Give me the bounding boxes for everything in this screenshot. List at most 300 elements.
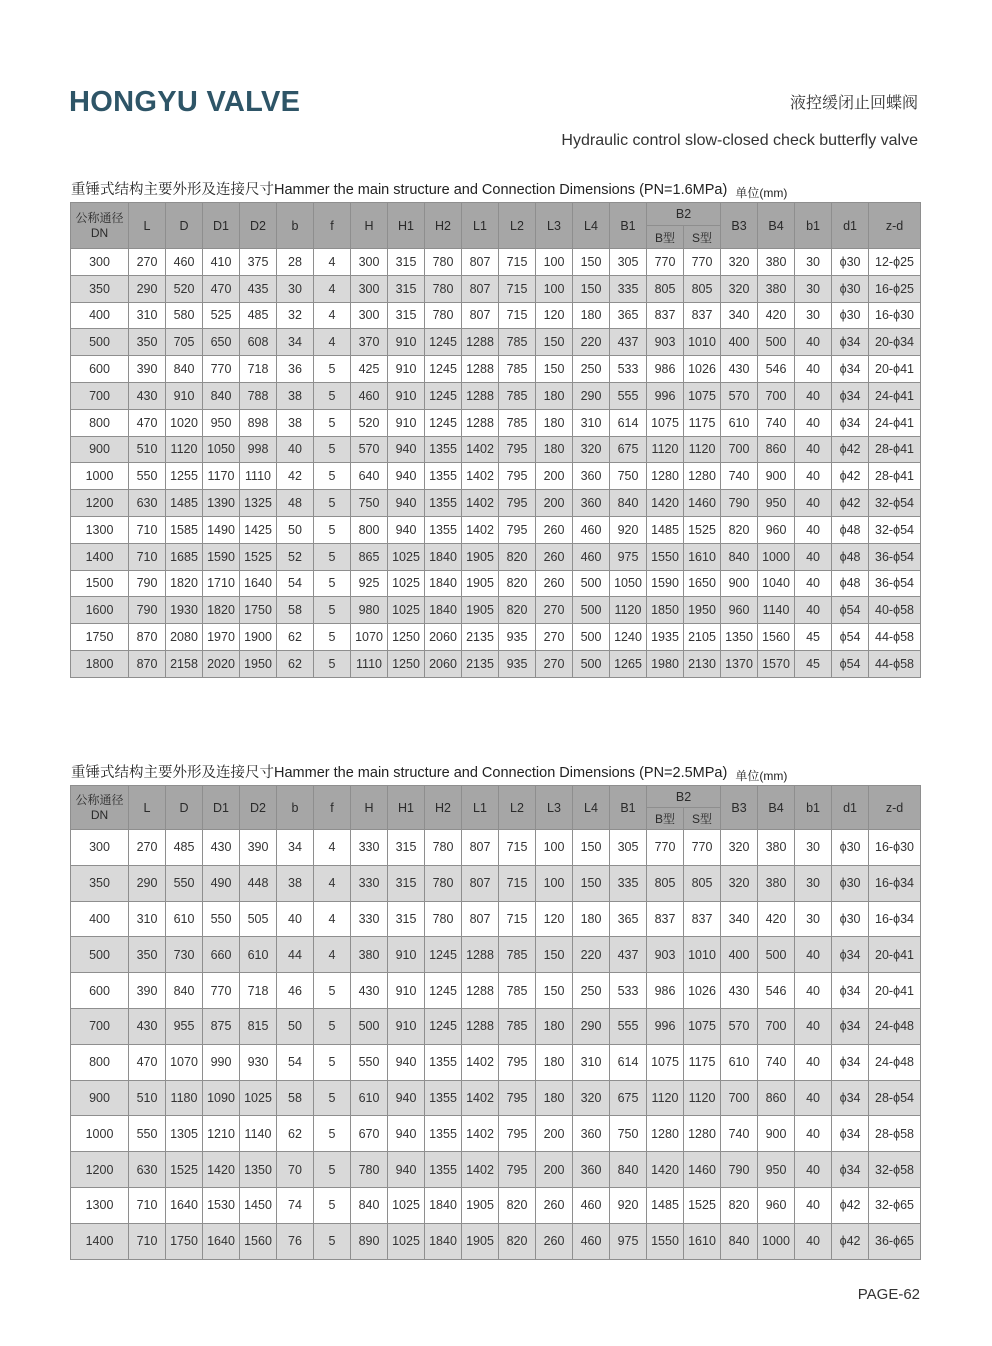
cell-dn: 900 [71, 436, 129, 463]
header-B2: B2 [647, 203, 721, 226]
cell-dn: 1000 [71, 1116, 129, 1152]
table-cell: 550 [129, 463, 166, 490]
table-cell: 52 [277, 543, 314, 570]
table-cell: 780 [351, 1152, 388, 1188]
table-cell: 807 [462, 830, 499, 866]
table-cell: 30 [795, 249, 832, 276]
table-cell: 546 [758, 356, 795, 383]
table-cell: 50 [277, 1008, 314, 1044]
table-cell: 360 [573, 463, 610, 490]
cell-dn: 600 [71, 356, 129, 383]
table-cell: 1610 [684, 1223, 721, 1259]
table-cell: 710 [129, 1223, 166, 1259]
cell-dn: 1800 [71, 650, 129, 677]
table-cell: 437 [610, 329, 647, 356]
table-cell: 525 [203, 302, 240, 329]
table-cell: 710 [129, 516, 166, 543]
table-row [71, 356, 921, 383]
table-cell: ϕ48 [832, 570, 869, 597]
table-cell: ϕ34 [832, 937, 869, 973]
table-cell: 5 [314, 436, 351, 463]
cell-dn: 350 [71, 275, 129, 302]
table-cell: 1425 [240, 516, 277, 543]
table-cell: 500 [758, 937, 795, 973]
table-cell: 1525 [684, 516, 721, 543]
table-cell: 430 [351, 973, 388, 1009]
table-cell: 1050 [203, 436, 240, 463]
table-cell: 460 [351, 382, 388, 409]
table-cell: 200 [536, 1116, 573, 1152]
table-cell: 550 [203, 901, 240, 937]
table-cell: 1110 [240, 463, 277, 490]
table-cell: 1820 [203, 597, 240, 624]
table-cell: 380 [758, 275, 795, 302]
table-cell: 715 [499, 830, 536, 866]
table-cell: 32-ϕ54 [869, 490, 921, 517]
table-cell: ϕ34 [832, 409, 869, 436]
table-cell: 570 [721, 382, 758, 409]
table-cell: 40 [795, 1008, 832, 1044]
table-cell: 660 [203, 937, 240, 973]
table-cell: 1120 [610, 597, 647, 624]
header-dn: 公称通径 DN [71, 203, 129, 249]
table-cell: 500 [573, 624, 610, 651]
table-cell: 1402 [462, 463, 499, 490]
table-cell: 820 [499, 1223, 536, 1259]
table-cell: 40 [795, 1080, 832, 1116]
table-cell: 580 [166, 302, 203, 329]
unit-label: 单位(mm) [735, 186, 788, 200]
table-cell: 1402 [462, 490, 499, 517]
table-cell: 1450 [240, 1187, 277, 1223]
table-cell: 24-ϕ48 [869, 1044, 921, 1080]
header-B2-B-type: B型 [647, 808, 684, 830]
cell-dn: 1300 [71, 1187, 129, 1223]
table-cell: 1750 [240, 597, 277, 624]
table-cell: 500 [573, 650, 610, 677]
table-cell: 315 [388, 865, 425, 901]
table-cell: 180 [536, 436, 573, 463]
table-cell: 820 [499, 1187, 536, 1223]
table-cell: 24-ϕ48 [869, 1008, 921, 1044]
table-cell: 1245 [425, 1008, 462, 1044]
table-cell: 220 [573, 329, 610, 356]
table-cell: ϕ42 [832, 1187, 869, 1223]
table-cell: 960 [758, 1187, 795, 1223]
table-cell: 1402 [462, 1152, 499, 1188]
table-cell: 40 [795, 1223, 832, 1259]
table-row [71, 516, 921, 543]
table-cell: 1550 [647, 543, 684, 570]
table-cell: 1245 [425, 356, 462, 383]
table-cell: 718 [240, 356, 277, 383]
table-cell: 1325 [240, 490, 277, 517]
table-cell: 630 [129, 1152, 166, 1188]
table-cell: 1640 [166, 1187, 203, 1223]
table-cell: 200 [536, 1152, 573, 1188]
table-cell: 1355 [425, 1116, 462, 1152]
table-cell: 40-ϕ58 [869, 597, 921, 624]
table-cell: ϕ34 [832, 356, 869, 383]
cell-dn: 1300 [71, 516, 129, 543]
table-cell: 485 [166, 830, 203, 866]
table-cell: 260 [536, 1223, 573, 1259]
caption-text: 重锤式结构主要外形及连接尺寸Hammer the main structure and Connection Dimensions (PN=2.5MPa) [71, 765, 728, 781]
cell-dn: 400 [71, 302, 129, 329]
table-cell: 1120 [166, 436, 203, 463]
table-row [71, 570, 921, 597]
table-cell: 32-ϕ54 [869, 516, 921, 543]
table-cell: 960 [758, 516, 795, 543]
table-cell: 5 [314, 973, 351, 1009]
table-cell: ϕ30 [832, 830, 869, 866]
table-cell: ϕ34 [832, 1080, 869, 1116]
table-cell: 320 [573, 436, 610, 463]
table-cell: 360 [573, 1116, 610, 1152]
table-cell: 380 [351, 937, 388, 973]
table-cell: 2158 [166, 650, 203, 677]
table-cell: 795 [499, 1116, 536, 1152]
table-cell: 40 [795, 356, 832, 383]
table-cell: 5 [314, 409, 351, 436]
table-cell: ϕ34 [832, 973, 869, 1009]
table-cell: 840 [203, 382, 240, 409]
table-cell: 910 [388, 356, 425, 383]
table-cell: 785 [499, 356, 536, 383]
table-cell: 1900 [240, 624, 277, 651]
table-cell: 1840 [425, 597, 462, 624]
table-caption-pn16 [71, 178, 787, 199]
table-cell: 1710 [203, 570, 240, 597]
table-cell: 550 [129, 1116, 166, 1152]
table-row [71, 624, 921, 651]
table-cell: 150 [536, 356, 573, 383]
table-cell: 500 [573, 570, 610, 597]
table-cell: 320 [721, 249, 758, 276]
table-cell: 2060 [425, 624, 462, 651]
table-cell: 48 [277, 490, 314, 517]
table-cell: 1026 [684, 973, 721, 1009]
header-D2: D2 [240, 203, 277, 249]
cell-dn: 1400 [71, 543, 129, 570]
table-cell: 5 [314, 490, 351, 517]
table-cell: 1010 [684, 937, 721, 973]
table-cell: 1570 [758, 650, 795, 677]
table-cell: 1610 [684, 543, 721, 570]
table-cell: 1525 [240, 543, 277, 570]
table-cell: 260 [536, 543, 573, 570]
table-cell: 533 [610, 356, 647, 383]
table-cell: ϕ42 [832, 1223, 869, 1259]
table-cell: 898 [240, 409, 277, 436]
table-cell: 780 [425, 901, 462, 937]
table-cell: 860 [758, 1080, 795, 1116]
table-cell: 260 [536, 570, 573, 597]
table-cell: 400 [721, 329, 758, 356]
table-cell: 1355 [425, 1044, 462, 1080]
header-d1: d1 [832, 786, 869, 830]
table-cell: 715 [499, 865, 536, 901]
table-cell: 570 [721, 1008, 758, 1044]
table-cell: 715 [499, 302, 536, 329]
table-cell: 805 [684, 275, 721, 302]
table-cell: 1245 [425, 937, 462, 973]
table-cell: 1355 [425, 1152, 462, 1188]
table-cell: 40 [277, 901, 314, 937]
table-cell: 555 [610, 382, 647, 409]
table-cell: 996 [647, 382, 684, 409]
table-cell: 1350 [721, 624, 758, 651]
table-cell: 820 [499, 543, 536, 570]
table-cell: 770 [647, 249, 684, 276]
table-cell: 20-ϕ41 [869, 937, 921, 973]
table-cell: 1288 [462, 356, 499, 383]
table-cell: 100 [536, 830, 573, 866]
table-cell: 710 [129, 543, 166, 570]
table-cell: 950 [758, 490, 795, 517]
table-cell: 310 [573, 409, 610, 436]
table-cell: 770 [684, 830, 721, 866]
table-cell: 1950 [240, 650, 277, 677]
table-row [71, 973, 921, 1009]
table-cell: 28-ϕ54 [869, 1080, 921, 1116]
table-cell: 470 [129, 1044, 166, 1080]
table-cell: 940 [388, 463, 425, 490]
table-cell: 785 [499, 973, 536, 1009]
table-cell: 1120 [647, 1080, 684, 1116]
table-cell: 1355 [425, 463, 462, 490]
table-cell: 435 [240, 275, 277, 302]
table-cell: ϕ42 [832, 490, 869, 517]
table-cell: 20-ϕ34 [869, 329, 921, 356]
table-cell: 870 [129, 624, 166, 651]
header-B2-S-type: S型 [684, 808, 721, 830]
cell-dn: 1750 [71, 624, 129, 651]
table-cell: 5 [314, 356, 351, 383]
table-cell: 32-ϕ58 [869, 1152, 921, 1188]
table-cell: 400 [721, 937, 758, 973]
cell-dn: 300 [71, 830, 129, 866]
table-cell: 1905 [462, 597, 499, 624]
table-cell: 840 [166, 973, 203, 1009]
table-cell: 350 [129, 937, 166, 973]
table-row [71, 382, 921, 409]
table-cell: 1288 [462, 329, 499, 356]
table-cell: 740 [758, 1044, 795, 1080]
table-cell: 790 [721, 490, 758, 517]
table-cell: 38 [277, 865, 314, 901]
table-cell: 1050 [610, 570, 647, 597]
header-D: D [166, 786, 203, 830]
table-cell: 1025 [388, 543, 425, 570]
table-row [71, 937, 921, 973]
table-cell: 986 [647, 356, 684, 383]
table-cell: 975 [610, 1223, 647, 1259]
table-cell: 1288 [462, 973, 499, 1009]
product-title-cn: 液控缓闭止回蝶阀 [789, 93, 918, 112]
table-cell: 805 [647, 275, 684, 302]
table-cell: 1265 [610, 650, 647, 677]
table-cell: 34 [277, 329, 314, 356]
table-cell: 38 [277, 409, 314, 436]
table-cell: 1905 [462, 570, 499, 597]
table-cell: 840 [610, 490, 647, 517]
table-row [71, 302, 921, 329]
table-cell: 40 [795, 409, 832, 436]
table-cell: 920 [610, 1187, 647, 1223]
table-cell: 500 [758, 329, 795, 356]
table-cell: 1280 [684, 463, 721, 490]
table-cell: 54 [277, 570, 314, 597]
table-cell: 785 [499, 937, 536, 973]
table-cell: 730 [166, 937, 203, 973]
table-cell: 150 [536, 937, 573, 973]
table-cell: 16-ϕ34 [869, 865, 921, 901]
table-cell: 4 [314, 329, 351, 356]
table-cell: 940 [388, 1116, 425, 1152]
header-L3: L3 [536, 786, 573, 830]
header-B3: B3 [721, 786, 758, 830]
table-cell: 50 [277, 516, 314, 543]
table-cell: 910 [388, 329, 425, 356]
table-row [71, 1187, 921, 1223]
table-cell: 40 [795, 1116, 832, 1152]
table-cell: 546 [758, 973, 795, 1009]
header-H2: H2 [425, 786, 462, 830]
table-cell: 610 [721, 409, 758, 436]
table-cell: 28 [277, 249, 314, 276]
table-cell: 700 [758, 382, 795, 409]
table-cell: 40 [795, 436, 832, 463]
table-cell: 315 [388, 302, 425, 329]
table-cell: 28-ϕ41 [869, 463, 921, 490]
table-cell: 1140 [758, 597, 795, 624]
table-cell: ϕ48 [832, 543, 869, 570]
table-cell: 5 [314, 1116, 351, 1152]
table-cell: 807 [462, 865, 499, 901]
table-cell: ϕ30 [832, 865, 869, 901]
table-cell: 350 [129, 329, 166, 356]
table-cell: 32 [277, 302, 314, 329]
header-D2: D2 [240, 786, 277, 830]
table-cell: 1070 [166, 1044, 203, 1080]
table-cell: 430 [721, 973, 758, 1009]
table-cell: 5 [314, 382, 351, 409]
table-caption-pn25 [71, 761, 787, 782]
table-cell: 74 [277, 1187, 314, 1223]
table-cell: 780 [425, 302, 462, 329]
table-cell: 30 [795, 901, 832, 937]
table-cell: 120 [536, 302, 573, 329]
table-cell: 36-ϕ54 [869, 570, 921, 597]
table-cell: 44 [277, 937, 314, 973]
table-cell: 1980 [647, 650, 684, 677]
table-cell: 1420 [203, 1152, 240, 1188]
table-cell: 62 [277, 624, 314, 651]
table-cell: 180 [536, 1008, 573, 1044]
table-cell: 1355 [425, 490, 462, 517]
table-cell: 650 [203, 329, 240, 356]
table-cell: 300 [351, 249, 388, 276]
table-cell: 800 [351, 516, 388, 543]
table-cell: 180 [536, 409, 573, 436]
table-cell: 900 [758, 1116, 795, 1152]
table-cell: 555 [610, 1008, 647, 1044]
table-cell: 865 [351, 543, 388, 570]
table-cell: 785 [499, 409, 536, 436]
table-cell: 1075 [647, 409, 684, 436]
table-cell: 5 [314, 1044, 351, 1080]
table-cell: 990 [203, 1044, 240, 1080]
table-cell: 5 [314, 597, 351, 624]
table-cell: 1245 [425, 382, 462, 409]
table-cell: 30 [277, 275, 314, 302]
header-f: f [314, 203, 351, 249]
table-cell: 715 [499, 901, 536, 937]
cell-dn: 350 [71, 865, 129, 901]
table-cell: 610 [351, 1080, 388, 1116]
table-row [71, 650, 921, 677]
table-cell: 24-ϕ41 [869, 382, 921, 409]
cell-dn: 1200 [71, 1152, 129, 1188]
table-cell: 5 [314, 543, 351, 570]
table-cell: 807 [462, 249, 499, 276]
table-cell: 365 [610, 901, 647, 937]
table-cell: 290 [129, 275, 166, 302]
header-L4: L4 [573, 786, 610, 830]
table-cell: 807 [462, 901, 499, 937]
table-cell: 550 [351, 1044, 388, 1080]
table-cell: 16-ϕ25 [869, 275, 921, 302]
table-cell: 500 [573, 597, 610, 624]
table-cell: 935 [499, 624, 536, 651]
table-cell: 5 [314, 624, 351, 651]
table-cell: 40 [795, 1152, 832, 1188]
table-cell: 925 [351, 570, 388, 597]
table-cell: 840 [721, 543, 758, 570]
table-cell: 200 [536, 490, 573, 517]
table-cell: 315 [388, 901, 425, 937]
table-cell: 675 [610, 1080, 647, 1116]
header-H1: H1 [388, 203, 425, 249]
table-cell: 715 [499, 249, 536, 276]
header-zd: z-d [869, 786, 921, 830]
table-cell: ϕ30 [832, 249, 869, 276]
table-cell: ϕ42 [832, 436, 869, 463]
table-cell: 310 [129, 901, 166, 937]
table-cell: 1120 [684, 1080, 721, 1116]
table-cell: 570 [351, 436, 388, 463]
table-cell: 2020 [203, 650, 240, 677]
table-cell: 460 [573, 543, 610, 570]
table-cell: 40 [795, 490, 832, 517]
table-cell: 430 [129, 1008, 166, 1044]
table-cell: 860 [758, 436, 795, 463]
table-cell: 45 [795, 624, 832, 651]
table-cell: 310 [129, 302, 166, 329]
table-cell: 940 [388, 1044, 425, 1080]
cell-dn: 1200 [71, 490, 129, 517]
table-cell: 470 [129, 409, 166, 436]
table-cell: 940 [388, 436, 425, 463]
cell-dn: 1400 [71, 1223, 129, 1259]
table-cell: 1040 [758, 570, 795, 597]
table-cell: 940 [388, 516, 425, 543]
table-cell: 380 [758, 830, 795, 866]
table-cell: 34 [277, 830, 314, 866]
table-cell: 40 [795, 973, 832, 1009]
table-cell: 1460 [684, 1152, 721, 1188]
